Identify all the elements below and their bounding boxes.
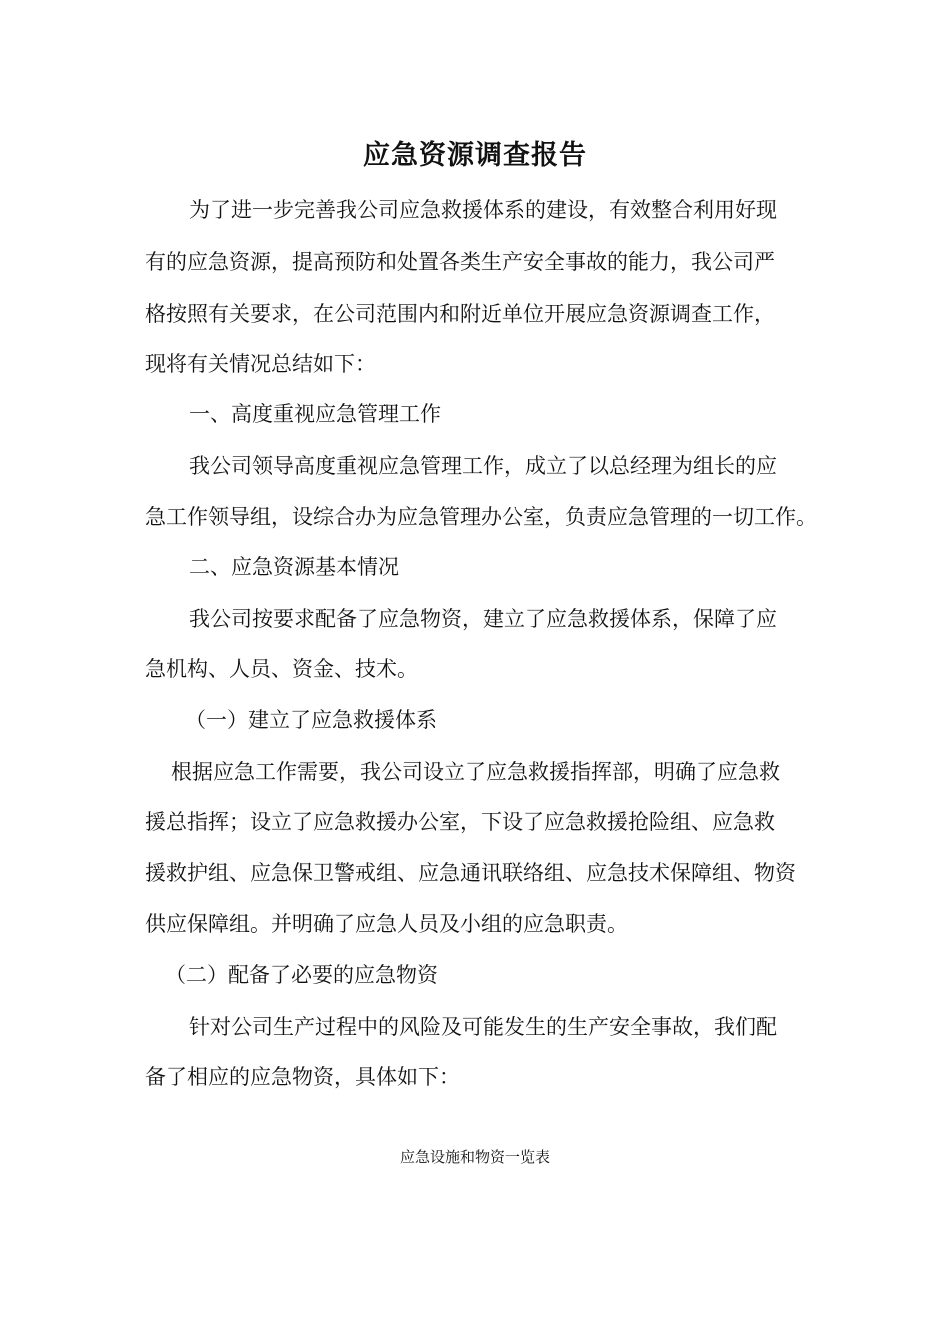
paragraph-intro-line-2: 有的应急资源，提高预防和处置各类生产安全事故的能力，我公司严	[145, 250, 775, 274]
document-title: 应急资源调查报告	[363, 140, 587, 171]
paragraph-materials-line-2: 备了相应的应急物资，具体如下：	[145, 1065, 460, 1089]
table-caption: 应急设施和物资一览表	[399, 1148, 550, 1166]
paragraph-system-line-2: 援总指挥；设立了应急救援办公室，下设了应急救援抢险组、应急救	[145, 810, 775, 834]
paragraph-resources-line-1: 我公司按要求配备了应急物资，建立了应急救援体系，保障了应	[189, 607, 777, 631]
paragraph-leadership-line-1: 我公司领导高度重视应急管理工作，成立了以总经理为组长的应	[189, 454, 777, 478]
subsection-heading-2: （二）配备了必要的应急物资	[165, 963, 438, 987]
paragraph-system-line-1: 根据应急工作需要，我公司设立了应急救援指挥部，明确了应急救	[171, 760, 780, 784]
paragraph-leadership-line-2: 急工作领导组，设综合办为应急管理办公室，负责应急管理的一切工作。	[145, 505, 817, 529]
paragraph-intro-line-1: 为了进一步完善我公司应急救援体系的建设，有效整合利用好现	[189, 198, 777, 222]
paragraph-intro-line-3: 格按照有关要求，在公司范围内和附近单位开展应急资源调查工作，	[145, 302, 775, 326]
subsection-heading-1: （一）建立了应急救援体系	[185, 708, 437, 732]
section-heading-1: 一、高度重视应急管理工作	[189, 402, 441, 426]
paragraph-system-line-3: 援救护组、应急保卫警戒组、应急通讯联络组、应急技术保障组、物资	[145, 861, 796, 885]
paragraph-resources-line-2: 急机构、人员、资金、技术。	[145, 657, 418, 681]
paragraph-intro-line-4: 现将有关情况总结如下：	[145, 352, 376, 376]
paragraph-materials-line-1: 针对公司生产过程中的风险及可能发生的生产安全事故，我们配	[189, 1015, 777, 1039]
section-heading-2: 二、应急资源基本情况	[189, 555, 399, 579]
paragraph-system-line-4: 供应保障组。并明确了应急人员及小组的应急职责。	[145, 912, 628, 936]
